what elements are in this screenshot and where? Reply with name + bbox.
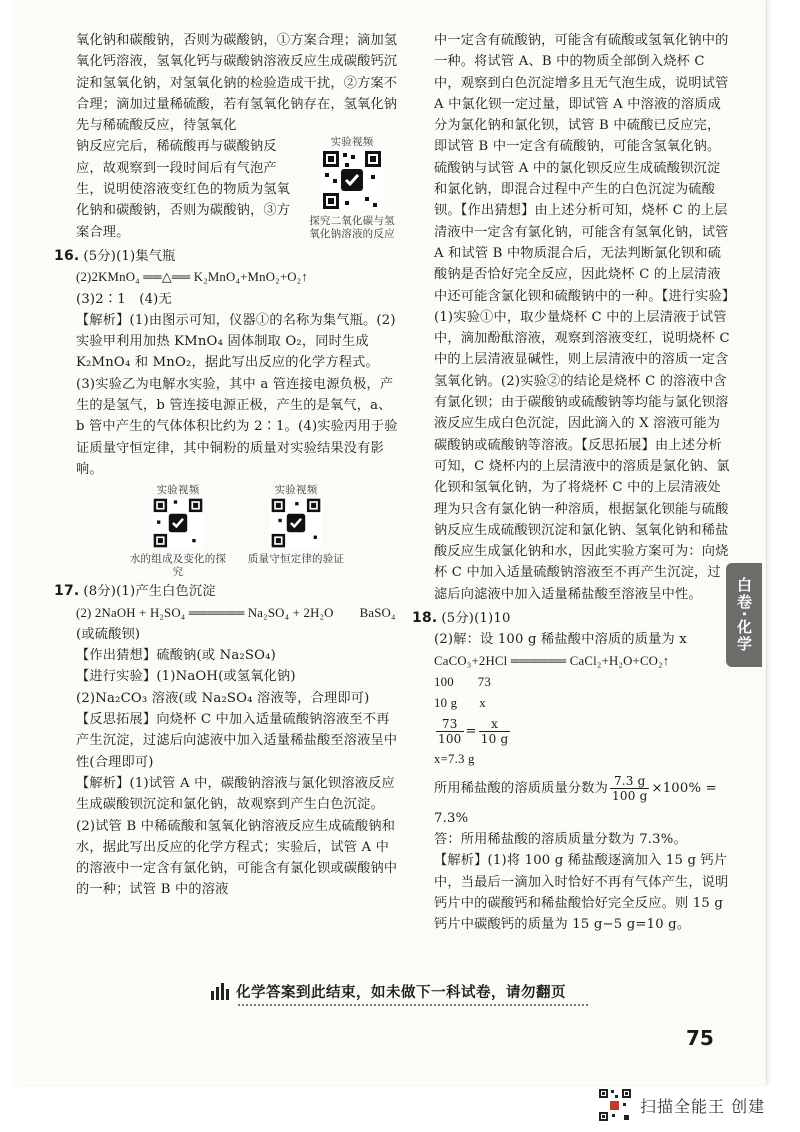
q17-experiment-2: (2)Na₂CO₃ 溶液(或 Na₂SO₄ 溶液等，合理即可) bbox=[76, 690, 370, 706]
q18-result: x=7.3 g bbox=[434, 751, 475, 766]
q17-number: 17. bbox=[54, 583, 80, 600]
end-note: 化学答案到此结束，如未做下一科试卷，请勿翻页 bbox=[236, 985, 566, 1001]
qr-code-icon bbox=[152, 497, 204, 549]
answer-page bbox=[14, 0, 767, 1085]
q17-answer-1: (8分)(1)产生白色沉淀 bbox=[83, 584, 216, 600]
q18-ratio-row-1: 100 73 bbox=[434, 674, 491, 689]
qr-top-label: 实验视频 bbox=[274, 484, 318, 497]
fraction: $\frac{7.3 g}{100 g}$ bbox=[612, 773, 648, 803]
q18-equation: CaCO₃+2HCl ══════ CaCl₂+H₂O+CO₂↑ bbox=[434, 653, 670, 668]
left-column bbox=[54, 30, 398, 901]
q15-continuation: 氧化钠和碳酸钠，否则为碳酸钠，①方案合理；滴加氢氧化钙溶液，氢氧化钙与碳酸钠溶液反应生成碳酸钙沉淀和氢氧化钠，对氢氧化钠的检验造成干扰，②方案不合理；滴加过量稀硫酸，若有氢氧化钠存在，氢氧化钠先与稀硫酸反应，待氢氧化 bbox=[76, 33, 398, 134]
qr-top-label: 实验视频 bbox=[156, 484, 200, 497]
q18-percentage: 所用稀盐酸的溶质质量分数为 $\frac{7.3 g}{100 g}$ ×100% = bbox=[434, 773, 717, 803]
q18-proportion: $\frac{73}{100}$ = $\frac{x}{10 g}$ bbox=[438, 716, 509, 746]
q16-equation: (2)2KMnO₄ ══△══ K₂MnO₄+MnO₂+O₂↑ bbox=[76, 270, 308, 285]
q18-setup: (2)解：设 100 g 稀盐酸中溶质的质量为 x bbox=[434, 632, 687, 648]
qr-caption: 探究二氧化碳与氢氧化钠溶液的反应 bbox=[309, 215, 395, 241]
q17-analysis-continued: 中一定含有硫酸钠，可能含有硫酸或氢氧化钠中的一种。将试管 A、B 中的物质全部倒入烧杯 C 中，观察到白色沉淀增多且无气泡生成，说明试管 A 中氯化钡一定过量，即试管 A 中溶液的溶质成分为氯化钠和氯化钡，试管 B 中硫酸已反应完，即试管 B 中一定含有硫酸钠，可能含氢氧化钠。硫酸钠与试管 A 中的氯化钡反应生成硫酸钡沉淀和氯化钠，即混合过程中产生的白色沉淀为硫酸钡。【作出猜想】由上述分析可知，烧杯 C 的上层清液中一定含有氯化钠，可能含有氢氧化钠，试管 A 和试管 B 中物质混合后，无法判断氯化钡和硫酸钠是否恰好完全反应，因此烧杯 C 的上层清液中还可能含氯化钡和硫酸钠中的一种。【进行实验】(1)实验①中，取少量烧杯 C 中的上层清液于试管中，滴加酚酞溶液，观察到溶液变红，说明烧杯 C 中的上层清液显碱性，则上层清液中的溶质一定含氢氧化钠。(2)实验②的结论是烧杯 C 的溶液中含有氯化钡；由于碳酸钠或硫酸钠等均能与氯化钡溶液反应生成白色沉淀，因此滴入的 X 溶液可能为碳酸钠或硫酸钠等溶液。【反思拓展】由上述分析可知，C 烧杯内的上层清液中的溶质是氯化钠、氯化钡和氢氧化钠，为了将烧杯 C 中的上层清液处理为只含有氯化钠一种溶质，根据氯化钡能与硫酸钠反应生成硫酸钡沉淀和氯化钠、氢氧化钠和稀盐酸反应生成氯化钠和水，因此实验方案可为：向烧杯 C 中加入适量硫酸钠溶液至不再产生沉淀，过滤后向滤液中加入适量稀盐酸至溶液呈中性。 bbox=[434, 33, 730, 602]
q18-answer-1: (5分)(1)10 bbox=[441, 611, 511, 627]
subject-side-tab: 白卷·化学 bbox=[726, 563, 762, 667]
qr-caption: 水的组成及变化的探究 bbox=[129, 553, 227, 579]
q16-answer-1: (5分)(1)集气瓶 bbox=[83, 248, 176, 264]
fraction: $\frac{73}{100}$ bbox=[438, 716, 462, 746]
q17-experiment-1: 【进行实验】(1)NaOH(或氢氧化钠) bbox=[76, 669, 296, 685]
qr-block-co2-naoh[interactable] bbox=[306, 136, 398, 241]
q17-analysis: 【解析】(1)试管 A 中，碳酸钠溶液与氯化钡溶液反应生成碳酸钡沉淀和氯化钠，故观察到产生白色沉淀。(2)试管 B 中稀硫酸和氢氧化钠溶液反应生成硫酸钠和水，据此写出反应的化学方程式；实验后，试管 A 中的溶液中一定含有氯化钠，可能含有氯化钡或碳酸钠中的一种；试管 B 中的溶液 bbox=[76, 775, 398, 898]
qr-code-icon bbox=[321, 149, 383, 211]
q17-hypothesis: 【作出猜想】硫酸钠(或 Na₂SO₄) bbox=[76, 648, 276, 664]
q18-ratio-row-2: 10 g x bbox=[434, 696, 486, 711]
q16-number: 16. bbox=[54, 247, 80, 264]
scanner-watermark bbox=[598, 1088, 765, 1122]
q18-number: 18. bbox=[412, 610, 438, 627]
dotted-divider bbox=[238, 1004, 588, 1006]
fraction: $\frac{x}{10 g}$ bbox=[480, 716, 509, 746]
q18-analysis: 【解析】(1)将 100 g 稀盐酸逐滴加入 15 g 钙片中，当最后一滴加入时恰好不再有气体产生，说明钙片中的碳酸钙和稀盐酸恰好完全反应。则 15 g 钙片中碳酸钙的质量为 15 g−5 g=10 g。 bbox=[434, 853, 729, 933]
q16-analysis: 【解析】(1)由图示可知，仪器①的名称为集气瓶。(2)实验甲利用加热 KMnO₄ 固体制取 O₂，同时生成 K₂MnO₄ 和 MnO₂，据此写出反应的化学方程式。(3)实验乙为电解水实验，其中 a 管连接电源负极，产生的是氢气，b 管连接电源正极，产生的是氧气，a、b 管中产生的气体体积比约为 2∶1。(4)实验丙用于验证质量守恒定律，其中铜粉的质量对实验结果没有影响。 bbox=[76, 312, 398, 477]
qr-code-icon bbox=[270, 497, 322, 549]
q17-reflection: 【反思拓展】向烧杯 C 中加入适量硫酸钠溶液至不再产生沉淀，过滤后向滤液中加入适量稀盐酸至溶液呈中性(合理即可) bbox=[76, 712, 398, 770]
q16-line1 bbox=[54, 246, 398, 267]
q15-continuation-2: 钠反应完后，稀硫酸再与碳酸钠反应，故观察到一段时间后有气泡产生，说明使溶液变红色的物质为氢氧化钠和碳酸钠，否则为碳酸钠，③方案合理。 bbox=[76, 139, 291, 240]
q17-line1 bbox=[54, 581, 398, 602]
end-of-answers-banner bbox=[210, 979, 620, 1009]
q18-answer-statement: 答：所用稀盐酸的溶质质量分数为 7.3%。 bbox=[434, 832, 687, 848]
page-number: 75 bbox=[686, 1026, 714, 1050]
qr-caption: 质量守恒定律的验证 bbox=[247, 553, 345, 566]
bars-icon bbox=[210, 981, 232, 1001]
right-column bbox=[412, 30, 730, 936]
q16-answer-3-4: (3)2∶1 (4)无 bbox=[76, 291, 172, 307]
q18-percentage-value: 7.3% bbox=[434, 810, 469, 826]
q17-line3: (或硫酸钡) bbox=[76, 626, 141, 642]
qr-block-water[interactable] bbox=[128, 484, 228, 579]
qr-block-mass-conservation[interactable] bbox=[246, 484, 346, 579]
q16-qr-row bbox=[76, 484, 398, 579]
q17-equation: (2) 2NaOH + H₂SO₄ ══════ Na₂SO₄ + 2H₂O BaSO₄ bbox=[76, 605, 396, 620]
scanner-label: 扫描全能王 创建 bbox=[640, 1096, 766, 1116]
qr-top-label: 实验视频 bbox=[330, 136, 374, 149]
qr-code-icon bbox=[598, 1088, 632, 1122]
q18-line1 bbox=[412, 608, 730, 629]
